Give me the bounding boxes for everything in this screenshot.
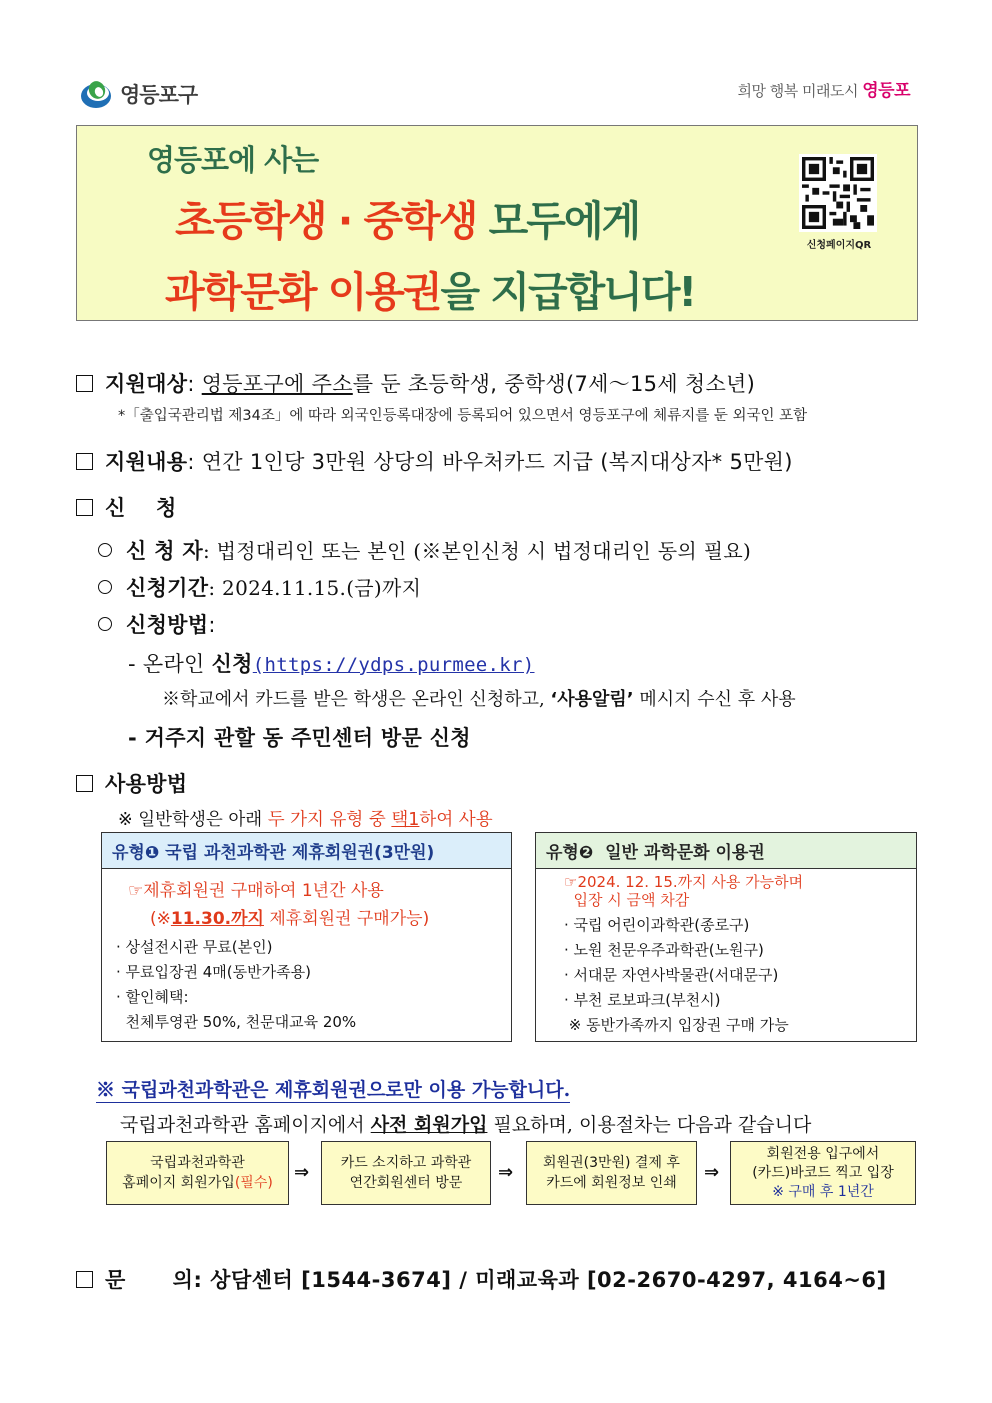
- method-label: 신청방법: [126, 613, 209, 637]
- type2-item: · 국립 어린이과학관(종로구): [564, 916, 750, 934]
- bullet-circle-icon: [98, 617, 112, 631]
- type1-header: 유형❶ 국립 과천과학관 제휴회원권(3만원): [102, 833, 511, 869]
- content-label: 지원내용: [105, 450, 188, 474]
- apply-row: [76, 492, 177, 522]
- checkbox-icon: [76, 1271, 93, 1288]
- usage-row: [76, 768, 187, 798]
- district-logo-text: 영등포구: [120, 83, 198, 107]
- usage-note: ※ 일반학생은 아래 두 가지 유형 중 택1하여 사용: [118, 810, 493, 830]
- banner-students: 초등학생 · 중학생: [175, 197, 477, 245]
- target-note: *「출입국관리법 제34조」에 따라 외국인등록대장에 등록되어 있으면서 영등포구에 체류지를 둔 외국인 포함: [118, 408, 808, 424]
- apply-label: 신 청: [105, 496, 177, 520]
- type2-item: · 부천 로보파크(부천시): [564, 991, 721, 1009]
- type1-item: · 할인혜택:: [116, 988, 189, 1006]
- visit-text: - 거주지 관할 동 주민센터 방문 신청: [128, 726, 471, 750]
- type1-item: · 무료입장권 4매(동반가족용): [116, 963, 311, 981]
- gwacheon-desc: 국립과천과학관 홈페이지에서 사전 회원가입 필요하며, 이용절차는 다음과 같습니다: [120, 1114, 812, 1136]
- applicant-row: [98, 535, 751, 565]
- headline-banner: [76, 125, 918, 321]
- arrow-right-icon: ⇒: [704, 1162, 720, 1183]
- banner-everyone: 모두에게: [476, 197, 640, 245]
- step-2: 카드 소지하고 과학관 연간회원센터 방문: [321, 1141, 491, 1205]
- slogan-text: 희망 행복 미래도시: [737, 82, 863, 100]
- arrow-right-icon: ⇒: [294, 1162, 310, 1183]
- period-text: : 2024.11.15.(금)까지: [208, 576, 422, 600]
- visit-row: [128, 722, 471, 752]
- district-logo: [78, 76, 197, 112]
- checkbox-icon: [76, 499, 93, 516]
- target-row: 지원대상: 영등포구에 주소를 둔 초등학생, 중학생(7세～15세 청소년): [76, 368, 755, 398]
- content-text: : 연간 1인당 3만원 상당의 바우처카드 지급 (복지대상자* 5만원): [187, 450, 793, 474]
- type2-line2: 입장 시 금액 차감: [564, 891, 690, 909]
- method-row: 신청방법:: [98, 609, 216, 639]
- type2-item: ※ 동반가족까지 입장권 구매 가능: [564, 1016, 789, 1034]
- period-label: 신청기간: [126, 576, 209, 600]
- step-3: 회원권(3만원) 결제 후 카드에 회원정보 인쇄: [526, 1141, 697, 1205]
- type1-body: [102, 869, 511, 1043]
- slogan-city: 영등포: [862, 81, 910, 101]
- qr-caption: 신청페이지QR: [806, 240, 872, 251]
- checkbox-icon: [76, 453, 93, 470]
- bullet-circle-icon: [98, 543, 112, 557]
- banner-line1: 영등포에 사는: [147, 143, 319, 177]
- type1-item: · 상설전시관 무료(본인): [116, 938, 273, 956]
- applicant-text: : 법정대리인 또는 본인 (※본인신청 시 법정대리인 동의 필요): [202, 539, 752, 563]
- type1-line1: ☞제휴회원권 구매하여 1년간 사용: [128, 881, 384, 901]
- step-1: 국립과천과학관 홈페이지 회원가입(필수): [106, 1141, 289, 1205]
- period-row: [98, 572, 421, 602]
- checkbox-icon: [76, 375, 93, 392]
- qr-code-icon: [802, 157, 874, 229]
- online-row: - 온라인 신청(https://ydps.purmee.kr): [128, 652, 535, 676]
- type1-line2: (※11.30.까지 제휴회원권 구매가능): [150, 909, 430, 929]
- checkbox-icon: [76, 775, 93, 792]
- banner-provide: 을 지급합니다!: [440, 268, 696, 316]
- type2-box: [535, 832, 917, 1042]
- type2-item: · 노원 천문우주과학관(노원구): [564, 941, 764, 959]
- type2-line1: ☞2024. 12. 15.까지 사용 가능하며: [564, 873, 804, 891]
- target-text: 를 둔 초등학생, 중학생(7세～15세 청소년): [352, 372, 756, 396]
- usage-label: 사용방법: [105, 772, 188, 796]
- number-two-icon: ❷: [578, 843, 594, 863]
- online-note: ※학교에서 카드를 받은 학생은 온라인 신청하고, ‘사용알림’ 메시지 수신 후 사용: [162, 689, 796, 710]
- district-emblem-icon: [78, 76, 114, 112]
- applicant-label: 신 청 자: [126, 539, 203, 563]
- target-address: 영등포구에 주소: [201, 372, 353, 396]
- step-4: 회원전용 입구에서 (카드)바코드 찍고 입장 ※ 구매 후 1년간: [730, 1141, 916, 1205]
- number-one-icon: ❶: [144, 843, 160, 863]
- online-apply-link[interactable]: (https://ydps.purmee.kr): [252, 654, 535, 676]
- type1-item: 천체투영관 50%, 천문대교육 20%: [116, 1013, 357, 1031]
- arrow-right-icon: ⇒: [498, 1162, 514, 1183]
- gwacheon-title: ※ 국립과천과학관은 제휴회원권으로만 이용 가능합니다.: [96, 1075, 570, 1103]
- type2-title: 일반 과학문화 이용권: [593, 843, 765, 863]
- type2-item: · 서대문 자연사박물관(서대문구): [564, 966, 779, 984]
- type2-header: 유형❷ 일반 과학문화 이용권: [536, 833, 916, 869]
- contact-label: 문 의: [105, 1268, 194, 1292]
- type1-title: 국립 과천과학관 제휴회원권(3만원): [159, 843, 435, 863]
- city-slogan: [737, 76, 910, 101]
- type2-body: [536, 869, 916, 1044]
- contact-row: [76, 1264, 887, 1294]
- type1-box: [101, 832, 512, 1042]
- target-label: 지원대상: [105, 372, 188, 396]
- bullet-circle-icon: [98, 580, 112, 594]
- content-row: [76, 446, 793, 476]
- banner-voucher: 과학문화 이용권: [165, 268, 441, 316]
- qr-code[interactable]: [799, 154, 877, 232]
- contact-text: : 상담센터 [1544-3674] / 미래교육과 [02-2670-4297, 4164~6]: [193, 1268, 887, 1292]
- banner-line2: [175, 188, 639, 247]
- banner-line3: [165, 259, 695, 318]
